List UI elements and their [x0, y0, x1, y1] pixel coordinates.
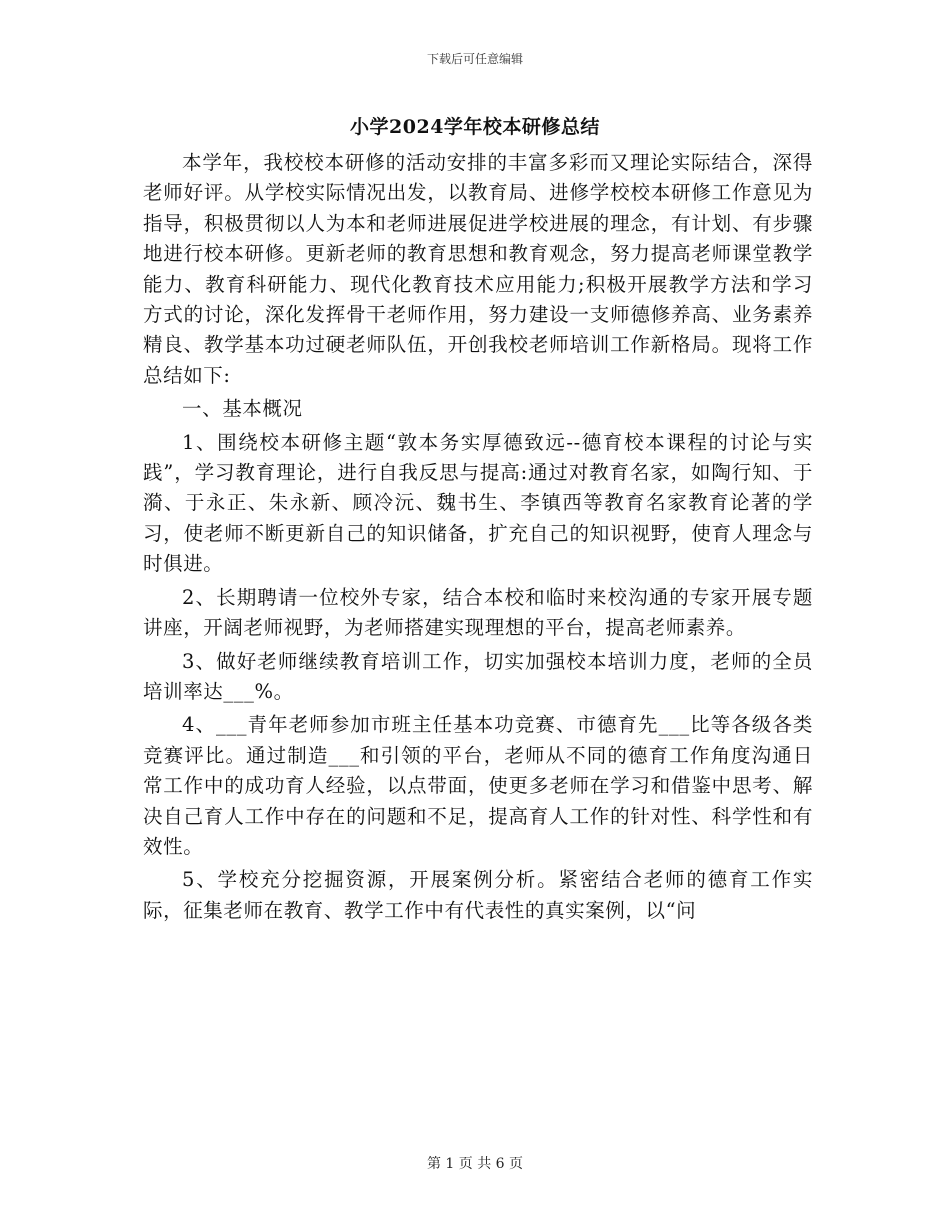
- paragraph-item-5: 5、学校充分挖掘资源，开展案例分析。紧密结合老师的德育工作实际，征集老师在教育、教学工作中有代表性的真实案例，以“问: [143, 868, 813, 922]
- paragraph-item-3: 3、做好老师继续教育培训工作，切实加强校本培训力度，老师的全员培训率达___%。: [143, 649, 813, 703]
- paragraph-intro: 本学年，我校校本研修的活动安排的丰富多彩而又理论实际结合，深得老师好评。从学校实际情况出发，以教育局、进修学校校本研修工作意见为指导，积极贯彻以人为本和老师进展促进学校进展的理念，有计划、有步骤地进行校本研修。更新老师的教育思想和教育观念，努力提高老师课堂教学能力、教育科研能力、现代化教育技术应用能力;积极开展教学方法和学习方式的讨论，深化发挥骨干老师作用，努力建设一支师德修养高、业务素养精良、教学基本功过硬老师队伍，开创我校老师培训工作新格局。现将工作总结如下:: [143, 151, 813, 387]
- section-heading-basic-overview: 一、基本概况: [182, 397, 303, 421]
- paragraph-item-4: 4、___青年老师参加市班主任基本功竞赛、市德育先___比等各级各类竞赛评比。通过制造___和引领的平台，老师从不同的德育工作角度沟通日常工作中的成功育人经验，以点带面，使更多老师在学习和借鉴中思考、解决自己育人工作中存在的问题和不足，提高育人工作的针对性、科学性和有效性。: [143, 713, 813, 858]
- document-title: 小学2024学年校本研修总结: [350, 116, 600, 138]
- document-body: [143, 148, 813, 926]
- paragraph-item-2: 2、长期聘请一位校外专家，结合本校和临时来校沟通的专家开展专题讲座，开阔老师视野，为老师搭建实现理想的平台，提高老师素养。: [143, 585, 813, 640]
- page-number-footer: 第 1 页 共 6 页: [426, 1156, 524, 1172]
- paragraph-item-1: 1、围绕校本研修主题“敦本务实厚德致远--德育校本课程的讨论与实践”，学习教育理论，进行自我反思与提高:通过对教育名家，如陶行知、于漪、于永正、朱永新、顾冷沅、魏书生、李镇西等教育名家教育论著的学习，使老师不断更新自己的知识储备，扩充自己的知识视野，使育人理念与时俱进。: [143, 430, 813, 576]
- page-header-note: 下载后可任意编辑: [426, 52, 523, 66]
